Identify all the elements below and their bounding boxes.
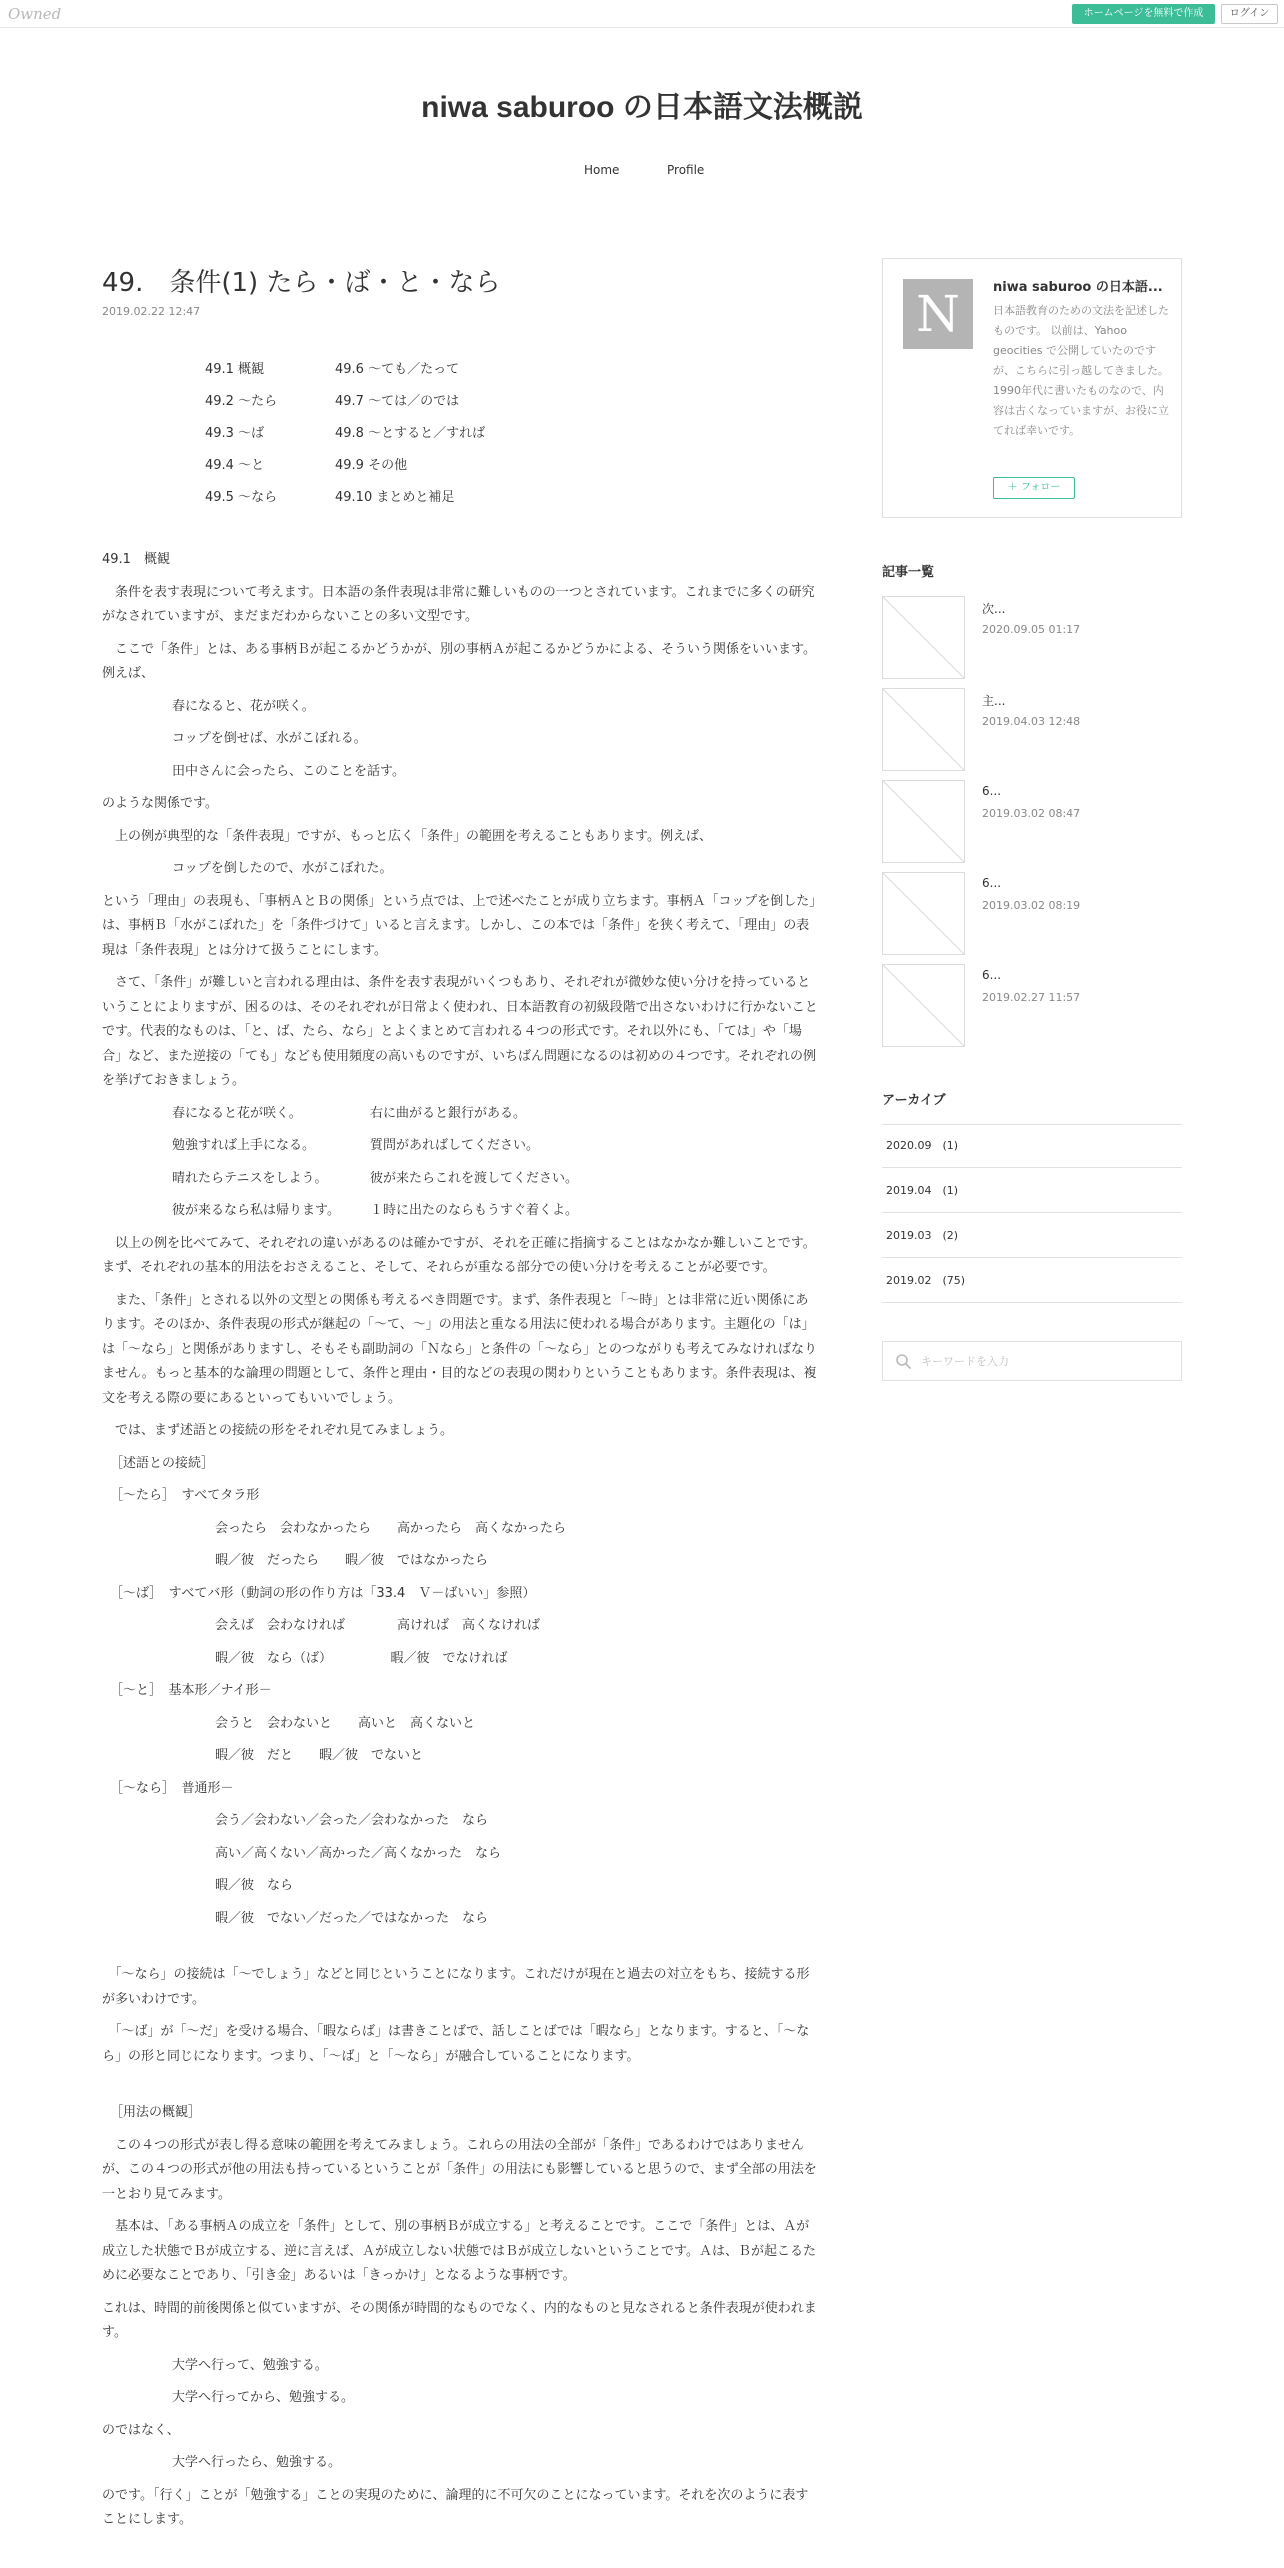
paragraph: さて、「条件」が難しいと言われる理由は、条件を表す表現がいくつもあり、それぞれが微妙な使い分けを持っているということによりますが、困るのは、そのそれぞれが日常よく使われ、日本語教育の初級段階で出さないわけに行かないことです。代表的なものは、「と、ば、たら、なら」とよくまとめて言われる４つの形式です。それ以外にも、「ては」や「場合」など、また逆接の「ても」なども使用頻度の高いものですが、いちばん問題になるのは初めの４つです。それぞれの例を挙げておきましょう。 (102, 975, 818, 1088)
toc-item: 49.10 まとめと補足 (335, 490, 455, 505)
paragraph: のような関係です。 (102, 796, 218, 811)
article-thumbnail[interactable] (882, 688, 965, 771)
form-heading: ［～ば］ すべてバ形（動詞の形の作り方は「33.4 Ｖ－ばいい」参照） (110, 1585, 536, 1601)
section-heading: 49.1 概観 (102, 552, 170, 567)
paragraph: 上の例が典型的な「条件表現」ですが、もっと広く「条件」の範囲を考えることもあります。例えば、 (102, 828, 712, 844)
articles-heading: 記事一覧 (882, 565, 935, 580)
article-date: 2019.02.27 11:57 (982, 991, 1081, 1004)
create-homepage-button[interactable]: ホームページを無料で作成 (1072, 4, 1215, 24)
subsection-heading: ［用法の概観］ (110, 2105, 202, 2120)
example-right: 右に曲がると銀行がある。 (370, 1105, 527, 1121)
toc-item: 49.5 ～なら (205, 490, 278, 505)
top-bar (0, 0, 1284, 28)
toc-item: 49.4 ～と (205, 458, 265, 473)
search-box (882, 1341, 1182, 1381)
form-example: 暇／彼 でない／だった／ではなかった なら (215, 1910, 489, 1926)
site-title[interactable]: niwa saburoo の日本語文法概説 (421, 91, 863, 124)
paragraph: これは、時間的前後関係と似ていますが、その関係が時間的なものでなく、内的なものと見なされると条件表現が使われます。 (102, 2300, 817, 2340)
article-date: 2020.09.05 01:17 (982, 623, 1081, 636)
form-example: 会ったら 会わなかったら 高かったら 高くなかったら (215, 1520, 567, 1536)
article-date: 2019.03.02 08:19 (982, 899, 1081, 912)
article-item[interactable] (882, 688, 1182, 772)
example-right: １時に出たのならもうすぐ着くよ。 (370, 1203, 579, 1218)
post-body (102, 548, 820, 2541)
paragraph: また、「条件」とされる以外の文型との関係も考えるべき問題です。まず、条件表現と「～時」とは非常に近い関係にあります。そのほか、条件表現の形式が継起の「～て、～」の用法と重なる用法に使われる場合があります。主題化の「は」は「～なら」と関係がありますし、そもそも副助詞の「Ｎなら」と条件の「～なら」とのつながりも考えてみなければなりません。もっと基本的な論理の問題として、条件と理由・目的などの表現の関わりということもあります。条件表現は、複文を考える際の要にあるといってもいいでしょう。 (102, 1292, 818, 1406)
paragraph: のではなく、 (102, 2422, 180, 2438)
search-input[interactable] (921, 1350, 1171, 1372)
nav-profile[interactable]: Profile (667, 163, 705, 177)
example-sentence: コップを倒したので、水がこぼれた。 (172, 861, 393, 876)
toc-item: 49.3 ～ば (205, 426, 265, 441)
form-example: 会えば 会わなければ 高ければ 高くなければ (215, 1618, 541, 1633)
example-right: 質問があればしてください。 (370, 1138, 540, 1153)
article-title[interactable]: 次... (982, 602, 1006, 616)
paragraph: この４つの形式が表し得る意味の範囲を考えてみましょう。これらの用法の全部が「条件」であるわけではありませんが、この４つの形式が他の用法も持っているということが「条件」の用法にも影響していると思うので、まず全部の用法を一とおり見てみます。 (102, 2137, 817, 2202)
follow-button[interactable]: ＋ フォロー (993, 477, 1075, 499)
example-pair (102, 1167, 820, 1192)
post-title: 49. 条件(1) たら・ば・と・なら (102, 268, 501, 298)
form-example: 会うと 会わないと 高いと 高くないと (215, 1715, 476, 1731)
example-right: 彼が来たらこれを渡してください。 (370, 1170, 579, 1186)
toc-item: 49.9 その他 (335, 458, 408, 473)
search-icon (895, 1353, 912, 1370)
subsection-heading: ［述語との接続］ (110, 1455, 215, 1471)
form-example: 暇／彼 なら (215, 1878, 294, 1893)
example-pair (102, 1134, 820, 1159)
avatar[interactable]: N (903, 279, 973, 349)
example-pair (102, 1199, 820, 1224)
toc-item: 49.1 概観 (205, 362, 265, 377)
example-sentence: 田中さんに会ったら、このことを話す。 (172, 763, 405, 779)
example-sentence: 大学へ行ったら、勉強する。 (172, 2455, 342, 2470)
spacer (102, 2077, 820, 2101)
example-left: 彼が来るなら私は帰ります。 (172, 1203, 340, 1218)
archive-item[interactable]: 2020.09 (1) (882, 1124, 1182, 1168)
example-sentence: コップを倒せば、水がこぼれる。 (172, 731, 367, 746)
article-item[interactable] (882, 596, 1182, 680)
example-left: 勉強すれば上手になる。 (172, 1138, 316, 1153)
example-left: 春になると花が咲く。 (172, 1105, 302, 1121)
nav-home[interactable]: Home (584, 163, 620, 177)
example-left: 晴れたらテニスをしよう。 (172, 1170, 328, 1186)
paragraph: のです。「行く」ことが「勉強する」ことの実現のために、論理的に不可欠のことになっています。それを次のように表すことにします。 (102, 2487, 809, 2527)
post-date: 2019.02.22 12:47 (102, 305, 201, 318)
example-pair (102, 1102, 820, 1127)
login-button[interactable]: ログイン (1221, 4, 1278, 24)
example-sentence: 大学へ行ってから、勉強する。 (172, 2390, 355, 2405)
article-title[interactable]: 6... (982, 784, 1002, 798)
paragraph: 以上の例を比べてみて、それぞれの違いがあるのは確かですが、それを正確に指摘することはなかなか難しいことです。まず、それぞれの基本的用法をおさえること、そして、それらが重なる部分での使い分けを考えることが必要です。 (102, 1235, 816, 1275)
form-heading: ［～なら］ 普通形－ (110, 1780, 234, 1796)
article-thumbnail[interactable] (882, 596, 965, 679)
archive-item[interactable]: 2019.02 (75) (882, 1259, 1182, 1303)
paragraph: 「～なら」の接続は「～でしょう」などと同じということになります。これだけが現在と過去の対立をもち、接続する形が多いわけです。 (102, 1967, 810, 2007)
article-title[interactable]: 6... (982, 968, 1002, 982)
article-title[interactable]: 主... (982, 694, 1006, 708)
example-sentence: 大学へ行って、勉強する。 (172, 2357, 328, 2373)
form-example: 暇／彼 だったら 暇／彼 ではなかったら (215, 1553, 489, 1568)
article-date: 2019.03.02 08:47 (982, 807, 1081, 820)
paragraph: 基本は、「ある事柄Ａの成立を「条件」として、別の事柄Ｂが成立する」と考えることです。ここで「条件」とは、Ａが成立した状態でＢが成立する、逆に言えば、Ａが成立しない状態ではＢが成立しないということです。Ａは、Ｂが起こるために必要なことであり、「引き金」あるいは「きっかけ」となるような事柄です。 (102, 2219, 816, 2283)
spacer (102, 1939, 820, 1963)
article-thumbnail[interactable] (882, 780, 965, 863)
archive-item[interactable]: 2019.03 (2) (882, 1214, 1182, 1258)
archive-item[interactable]: 2019.04 (1) (882, 1169, 1182, 1213)
owned-logo[interactable]: Owned (8, 5, 62, 23)
form-example: 会う／会わない／会った／会わなかった なら (215, 1813, 489, 1828)
article-item[interactable] (882, 872, 1182, 956)
article-date: 2019.04.03 12:48 (982, 715, 1081, 728)
toc-item: 49.7 ～ては／のでは (335, 394, 460, 409)
paragraph: 条件を表す表現について考えます。日本語の条件表現は非常に難しいものの一つとされています。これまでに多くの研究がなされていますが、まだまだわからないことの多い文型です。 (102, 584, 815, 624)
paragraph: という「理由」の表現も、「事柄ＡとＢの関係」という点では、上で述べたことが成り立ちます。事柄Ａ「コップを倒した」は、事柄Ｂ「水がこぼれた」を「条件づけて」いると言えます。しかし、この本では「条件」を狭く考えて、「理由」の表現は「条件表現」とは分けて扱うことにします。 (102, 893, 816, 958)
form-example: 暇／彼 だと 暇／彼 でないと (215, 1748, 424, 1763)
profile-description: 日本語教育のための文法を記述したものです。 以前は、Yahoo geocities で公開していたのですが、こちらに引っ越してきました。 1990年代に書いたものなので、内容は古くなっていますが、お役に立てれば幸いです。 (993, 304, 1169, 437)
example-sentence: 春になると、花が咲く。 (172, 698, 315, 714)
paragraph: ここで「条件」とは、ある事柄Ｂが起こるかどうかが、別の事柄Ａが起こるかどうかによる、そういう関係をいいます。例えば、 (102, 641, 816, 681)
article-item[interactable] (882, 964, 1182, 1048)
article-item[interactable] (882, 780, 1182, 864)
archive-heading: アーカイブ (882, 1093, 946, 1108)
article-thumbnail[interactable] (882, 872, 965, 955)
form-example: 高い／高くない／高かった／高くなかった なら (215, 1845, 502, 1861)
paragraph: 「～ば」が「～だ」を受ける場合、「暇ならば」は書きことばで、話しことばでは「暇なら」となります。すると、「～なら」の形と同じになります。つまり、「～ば」と「～なら」が融合していることになります。 (102, 2024, 810, 2064)
profile-card (882, 258, 1182, 518)
form-example: 暇／彼 なら（ば） 暇／彼 でなければ (215, 1650, 508, 1666)
profile-name[interactable]: niwa saburoo の日本語... (993, 280, 1163, 295)
article-title[interactable]: 6... (982, 876, 1002, 890)
article-thumbnail[interactable] (882, 964, 965, 1047)
toc-item: 49.8 ～とすると／すれば (335, 426, 486, 441)
toc-item: 49.2 ～たら (205, 394, 278, 409)
form-heading: ［～たら］ すべてタラ形 (110, 1488, 260, 1503)
form-heading: ［～と］ 基本形／ナイ形－ (110, 1683, 272, 1698)
paragraph: では、まず述語との接続の形をそれぞれ見てみましょう。 (102, 1423, 454, 1438)
toc-item: 49.6 ～ても／たって (335, 362, 460, 377)
